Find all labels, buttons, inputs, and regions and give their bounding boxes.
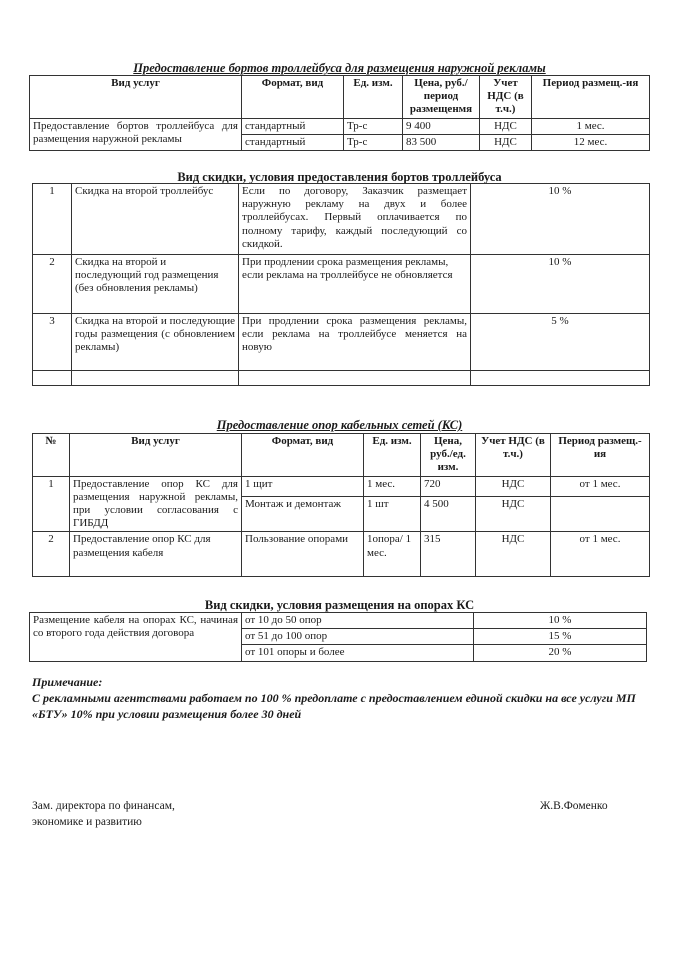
format-cell: стандартный <box>242 118 344 134</box>
discount-condition: Если по договору, Заказчик размещает наружную рекламу на двух и более троллейбусах. Первый оплачивается по полному тарифу, каждый последующий со скидкой. <box>239 184 471 255</box>
cable-discount-table <box>29 612 647 662</box>
col-header: Учет НДС (в т.ч.) <box>480 76 532 119</box>
format-cell: Монтаж и демонтаж <box>242 497 364 532</box>
unit-cell: 1опора/ 1 мес. <box>364 532 421 577</box>
price-cell: 315 <box>421 532 476 577</box>
discount-percent: 10 % <box>471 255 650 314</box>
trolleybus-discount-table <box>32 183 650 386</box>
row-number: 1 <box>33 476 70 532</box>
unit-cell: 1 мес. <box>364 476 421 497</box>
col-header: Ед. изм. <box>344 76 403 119</box>
discount-condition: Размещение кабеля на опорах КС, начиная со второго года действия договора <box>30 613 242 662</box>
service-name: Предоставление бортов троллейбуса для размещения наружной рекламы <box>30 118 242 150</box>
table-row <box>33 314 650 371</box>
section3-title: Предоставление опор кабельных сетей (КС) <box>216 418 463 432</box>
price-cell: 720 <box>421 476 476 497</box>
range-cell: от 51 до 100 опор <box>242 629 474 645</box>
table-row <box>33 255 650 314</box>
empty-cell <box>33 371 72 386</box>
discount-percent: 10 % <box>474 613 647 629</box>
price-cell: 9 400 <box>403 118 480 134</box>
discount-condition: При продлении срока размещения рекламы, если реклама на троллейбусе не обновляется <box>239 255 471 314</box>
col-header: Период размещ.-ия <box>551 434 650 477</box>
discount-percent: 5 % <box>471 314 650 371</box>
unit-cell: 1 шт <box>364 497 421 532</box>
vat-cell: НДС <box>476 532 551 577</box>
table-row <box>30 613 647 629</box>
section2-title: Вид скидки, условия предоставления бортов троллейбуса <box>177 170 502 184</box>
vat-cell: НДС <box>476 476 551 497</box>
vat-cell: НДС <box>480 118 532 134</box>
section1-title: Предоставление бортов троллейбуса для размещения наружной рекламы <box>133 61 546 75</box>
discount-condition: При продлении срока размещения рекламы, если реклама на троллейбусе меняется на новую <box>239 314 471 371</box>
service-name: Предоставление опор КС для размещения наружной рекламы, при условии согласования с ГИБДД <box>70 476 242 532</box>
signatory-name: Ж.В.Фоменко <box>540 800 608 812</box>
table-header-row <box>30 76 650 119</box>
price-cell: 4 500 <box>421 497 476 532</box>
col-header: Вид услуг <box>70 434 242 477</box>
range-cell: от 10 до 50 опор <box>242 613 474 629</box>
col-header: Цена, руб./ед. изм. <box>421 434 476 477</box>
col-header: Формат, вид <box>242 76 344 119</box>
note-text: С рекламными агентствами работаем по 100 % предоплате с предоставлением единой скидки на все услуги МП «БТУ» 10% при условии размещения более 30 дней <box>32 691 636 722</box>
unit-cell: Тр-с <box>344 134 403 150</box>
format-cell: стандартный <box>242 134 344 150</box>
service-name: Предоставление опор КС для размещения кабеля <box>70 532 242 577</box>
range-cell: от 101 опоры и более <box>242 645 474 661</box>
period-cell: 12 мес. <box>532 134 650 150</box>
col-header: Период размещ.-ия <box>532 76 650 119</box>
note-heading: Примечание: <box>32 675 103 689</box>
unit-cell: Тр-с <box>344 118 403 134</box>
empty-cell <box>239 371 471 386</box>
col-header: Учет НДС (в т.ч.) <box>476 434 551 477</box>
table-row <box>33 184 650 255</box>
vat-cell: НДС <box>480 134 532 150</box>
row-number: 1 <box>33 184 72 255</box>
format-cell: Пользование опорами <box>242 532 364 577</box>
cable-poles-table <box>32 433 650 577</box>
signatory-position-line1: Зам. директора по финансам, <box>32 800 175 812</box>
col-header: Ед. изм. <box>364 434 421 477</box>
format-cell: 1 щит <box>242 476 364 497</box>
discount-percent: 15 % <box>474 629 647 645</box>
discount-percent: 20 % <box>474 645 647 661</box>
col-header: Формат, вид <box>242 434 364 477</box>
period-cell: 1 мес. <box>532 118 650 134</box>
period-cell: от 1 мес. <box>551 476 650 497</box>
discount-name: Скидка на второй и последующие годы размещения (с обновлением рекламы) <box>72 314 239 371</box>
col-header: Вид услуг <box>30 76 242 119</box>
discount-name: Скидка на второй и последующий год размещения (без обновления рекламы) <box>72 255 239 314</box>
period-cell <box>551 497 650 532</box>
table-row <box>33 532 650 577</box>
table-row-empty <box>33 371 650 386</box>
row-number: 2 <box>33 255 72 314</box>
signatory-position-line2: экономике и развитию <box>32 816 142 828</box>
col-header: № <box>33 434 70 477</box>
trolleybus-ads-table <box>29 75 650 151</box>
discount-percent: 10 % <box>471 184 650 255</box>
empty-cell <box>72 371 239 386</box>
row-number: 2 <box>33 532 70 577</box>
table-header-row <box>33 434 650 477</box>
section4-title: Вид скидки, условия размещения на опорах КС <box>204 598 475 612</box>
table-row <box>33 476 650 497</box>
price-cell: 83 500 <box>403 134 480 150</box>
table-row <box>30 118 650 134</box>
discount-name: Скидка на второй троллейбус <box>72 184 239 255</box>
empty-cell <box>471 371 650 386</box>
period-cell: от 1 мес. <box>551 532 650 577</box>
vat-cell: НДС <box>476 497 551 532</box>
col-header: Цена, руб./период размещенмя <box>403 76 480 119</box>
row-number: 3 <box>33 314 72 371</box>
